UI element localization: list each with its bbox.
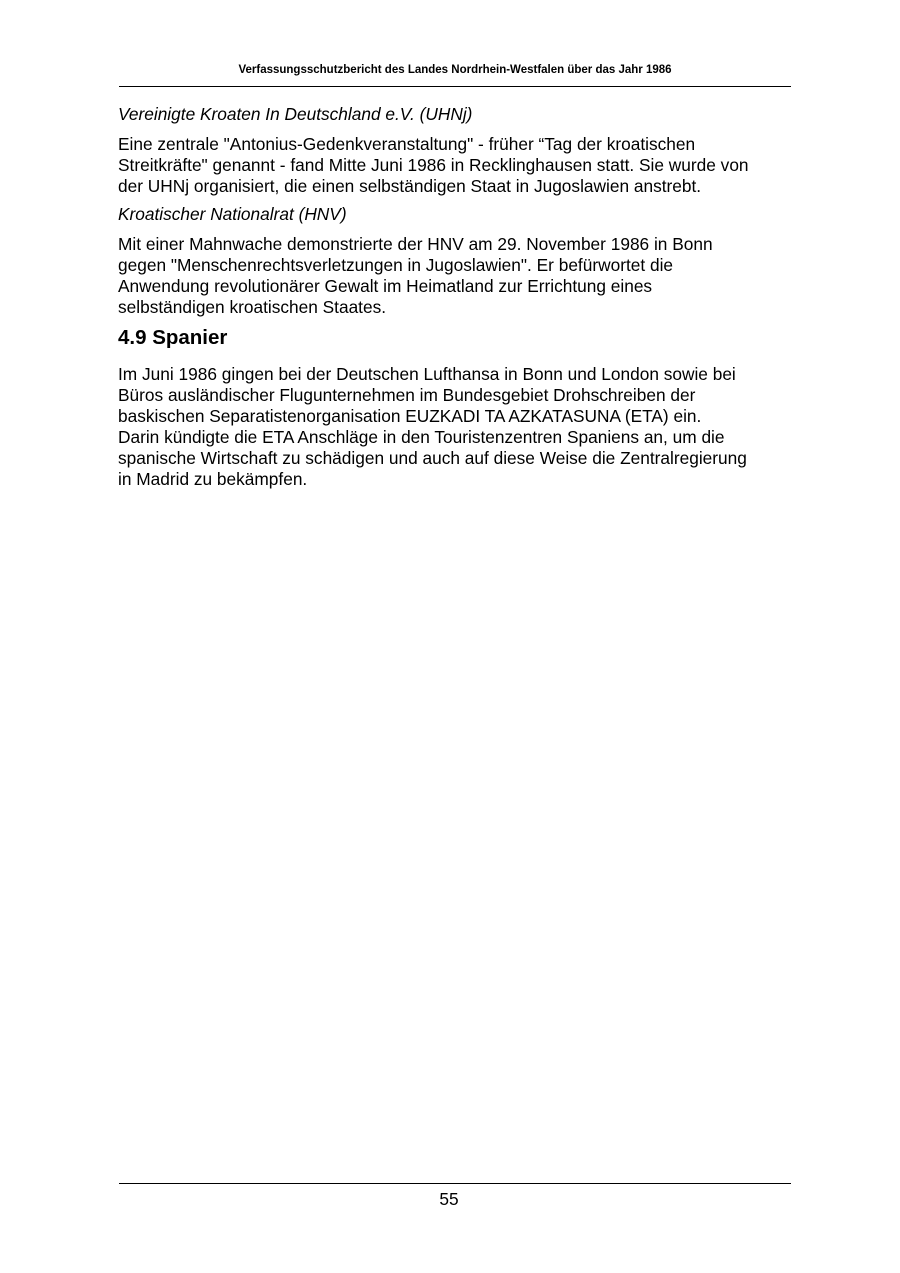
text-line: Im Juni 1986 gingen bei der Deutschen Lufthansa in Bonn und London sowie bei: [118, 364, 736, 384]
text-line: gegen "Menschenrechtsverletzungen in Jugoslawien". Er befürwortet die: [118, 255, 674, 275]
footer-rule: [119, 1183, 791, 1184]
page-body: [118, 104, 798, 497]
paragraph-hnv: [118, 234, 798, 318]
text-line: selbständigen kroatischen Staates.: [118, 297, 387, 317]
text-line: Darin kündigte die ETA Anschläge in den Touristenzentren Spaniens an, um die: [118, 427, 725, 447]
text-line: Anwendung revolutionärer Gewalt im Heimatland zur Errichtung eines: [118, 276, 653, 296]
text-line: Mit einer Mahnwache demonstrierte der HNV am 29. November 1986 in Bonn: [118, 234, 713, 254]
text-line: Streitkräfte" genannt - fand Mitte Juni 1986 in Recklinghausen statt. Sie wurde von: [118, 155, 749, 175]
text-line: spanische Wirtschaft zu schädigen und auch auf diese Weise die Zentralregierung: [118, 448, 747, 468]
subheading-hnv: Kroatischer Nationalrat (HNV): [118, 204, 347, 224]
paragraph-spanier: [118, 364, 798, 490]
text-line: Büros ausländischer Flugunternehmen im Bundesgebiet Drohschreiben der: [118, 385, 696, 405]
page-number: 55: [439, 1189, 459, 1209]
running-header: Verfassungsschutzbericht des Landes Nordrhein-Westfalen über das Jahr 1986: [238, 64, 672, 76]
text-line: in Madrid zu bekämpfen.: [118, 469, 308, 489]
subheading-uhnj: Vereinigte Kroaten In Deutschland e.V. (UHNj): [118, 104, 473, 124]
paragraph-uhnj: [118, 134, 798, 197]
text-line: baskischen Separatistenorganisation EUZKADI TA AZKATASUNA (ETA) ein.: [118, 406, 702, 426]
text-line: Eine zentrale "Antonius-Gedenkveranstaltung" - früher “Tag der kroatischen: [118, 134, 696, 154]
text-line: der UHNj organisiert, die einen selbständigen Staat in Jugoslawien anstrebt.: [118, 176, 702, 196]
header-rule: [119, 86, 791, 87]
section-heading-spanier: 4.9 Spanier: [118, 326, 228, 349]
